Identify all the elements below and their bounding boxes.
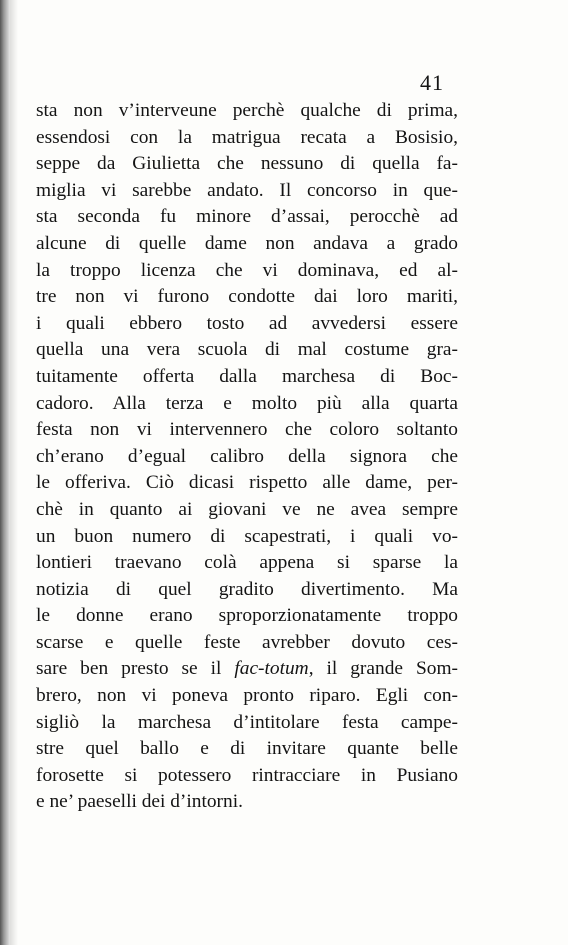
text-line: tuitamente offerta dalla marchesa di Boc- <box>36 365 458 387</box>
text-line: ch’erano d’egual calibro della signora che <box>36 445 458 467</box>
text-line: festa non vi intervennero che coloro soltanto <box>36 419 458 441</box>
text-line: tre non vi furono condotte dai loro mariti, <box>36 286 458 308</box>
text-line: seppe da Giulietta che nessuno di quella fa- <box>36 153 458 175</box>
text-line: sta non v’interveune perchè qualche di prima, <box>36 100 458 121</box>
text-line: notizia di quel gradito divertimento. Ma <box>36 578 458 600</box>
body-text <box>36 98 458 816</box>
text-line: sigliò la marchesa d’intitolare festa campe- <box>36 711 458 733</box>
text-line: le offeriva. Ciò dicasi rispetto alle dame, per- <box>36 472 458 494</box>
text-line: forosette si potessero rintracciare in Pusiano <box>36 764 458 786</box>
text-line: stre quel ballo e di invitare quante belle <box>36 738 458 760</box>
page-number: 41 <box>420 70 444 95</box>
text-line: lontieri traevano colà appena si sparse la <box>36 552 458 574</box>
text-line: un buon numero di scapestrati, i quali vo- <box>36 525 458 547</box>
text-line: essendosi con la matrigua recata a Bosisio, <box>36 126 458 148</box>
text-line: i quali ebbero tosto ad avvedersi essere <box>36 312 458 334</box>
text-line: miglia vi sarebbe andato. Il concorso in que- <box>36 179 458 201</box>
binding-edge <box>0 0 10 945</box>
text-line: quella una vera scuola di mal costume gra- <box>36 339 458 361</box>
text-line: chè in quanto ai giovani ve ne avea sempre <box>36 498 458 520</box>
text-line: la troppo licenza che vi dominava, ed al- <box>36 259 458 281</box>
text-line: cadoro. Alla terza e molto più alla quarta <box>36 392 458 414</box>
text-line-last: e ne’ paeselli dei d’intorni. <box>36 791 243 813</box>
text-line: sta seconda fu minore d’assai, perocchè ad <box>36 206 458 228</box>
text-line: le donne erano sproporzionatamente troppo <box>36 605 458 627</box>
italic-term: fac-totum <box>234 658 309 680</box>
text-line: scarse e quelle feste avrebber dovuto ces- <box>36 631 458 653</box>
text-line: sare ben presto se il fac-totum, il grande Som- <box>36 658 458 680</box>
text-line: brero, non vi poneva pronto riparo. Egli con- <box>36 685 458 707</box>
text-line: alcune di quelle dame non andava a grado <box>36 232 458 254</box>
